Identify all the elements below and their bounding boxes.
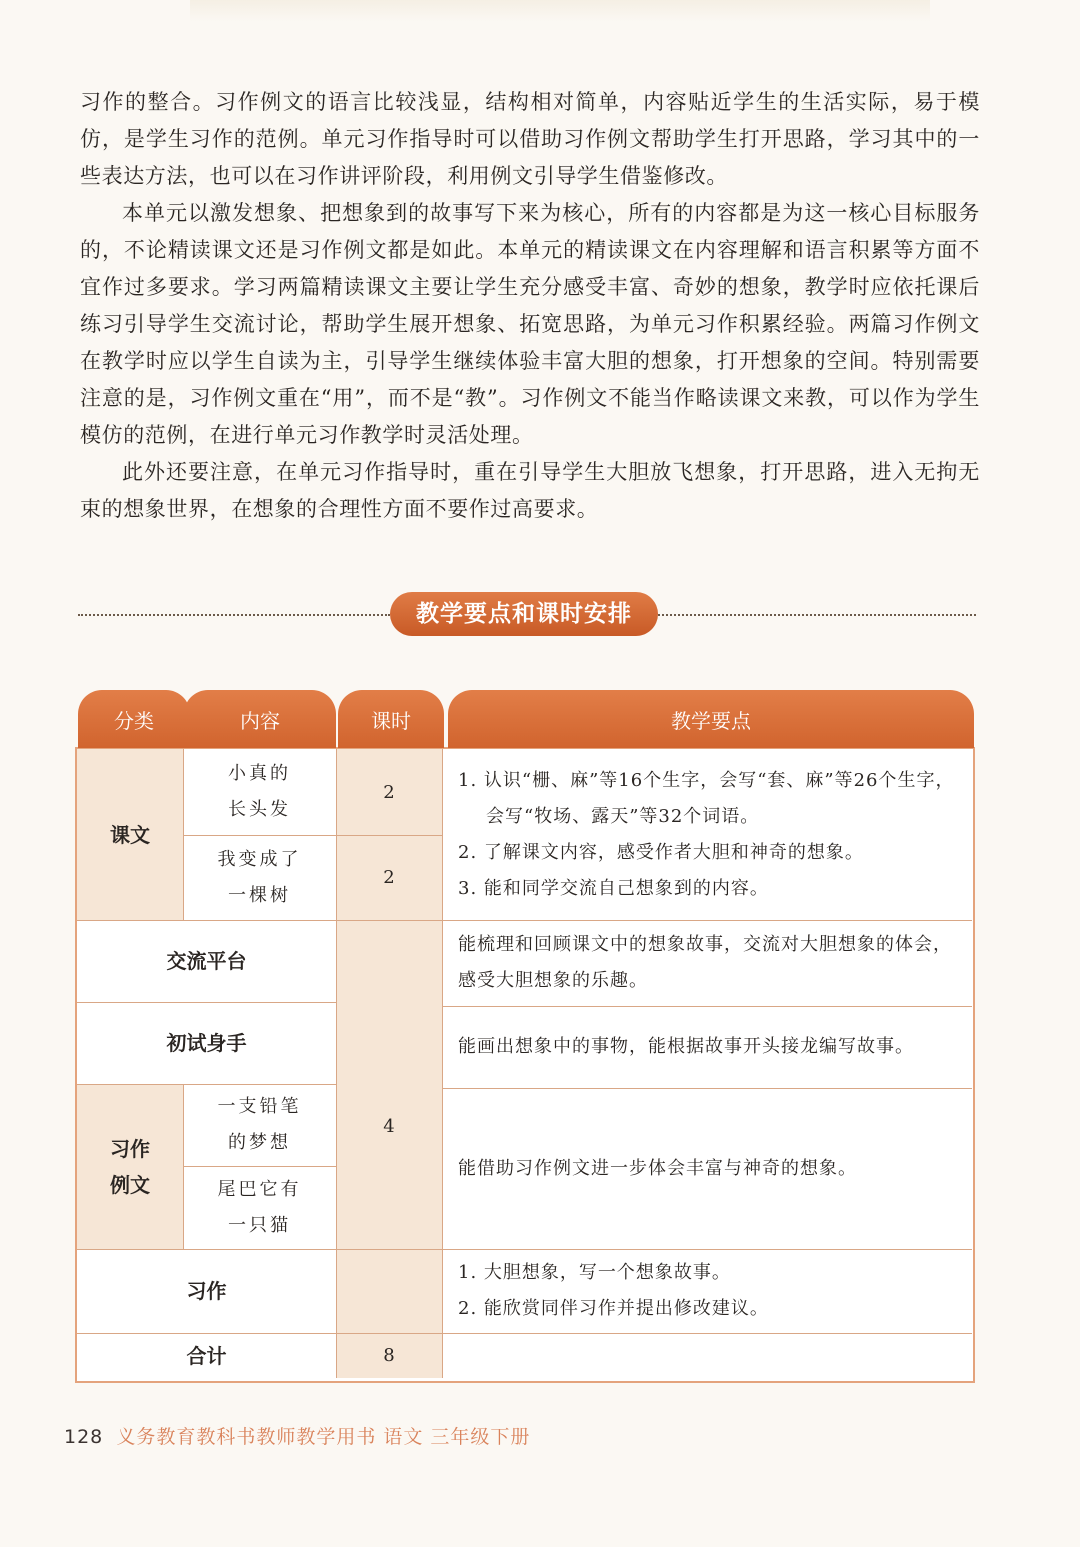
paragraph-2: 本单元以激发想象、把想象到的故事写下来为核心，所有的内容都是为这一核心目标服务的，不论精读课文还是习作例文都是如此。本单元的精读课文在内容理解和语言积累等方面不宜作过多要求。学习两篇精读课文主要让学生充分感受丰富、奇妙的想象，教学时应依托课后练习引导学生交流讨论，帮助学生展开想象、拓宽思路，为单元习作积累经验。两篇习作例文在教学时应以学生自读为主，引导学生继续体验丰富大胆的想象，打开想象的空间。特别需要注意的是，习作例文重在“用”，而不是“教”。习作例文不能当作略读课文来教，可以作为学生模仿的范例，在进行单元习作教学时灵活处理。 — [80, 201, 980, 447]
goal-item: 1. 认识“栅、麻”等16个生字，会写“套、麻”等26个生字，会写“牧场、露天”等32个词语。 — [458, 769, 955, 827]
category-kewen: 课文 — [110, 822, 150, 847]
example-title-line: 一只猫 — [228, 1214, 291, 1236]
body-text — [80, 84, 980, 528]
category-jiaoliu: 交流平台 — [166, 949, 247, 973]
category-xizuo: 习作 — [186, 1279, 227, 1303]
category-total: 合计 — [186, 1343, 227, 1368]
example-title-weiba — [183, 1166, 336, 1249]
page-number: 128 — [64, 1426, 104, 1448]
hours-shu: 2 — [383, 867, 395, 888]
category-lizuo — [77, 1084, 183, 1249]
header-hours: 课时 — [338, 690, 444, 748]
category-line: 例文 — [110, 1172, 150, 1197]
dotted-rule-right — [658, 614, 976, 616]
goal-lizuo — [444, 1088, 972, 1249]
column-line — [442, 749, 443, 1378]
paragraph-3: 此外还要注意，在单元习作指导时，重在引导学生大胆放飞想象，打开思路，进入无拘无束的想象世界，在想象的合理性方面不要作过高要求。 — [80, 460, 980, 521]
goal-item: 2. 了解课文内容，感受作者大胆和神奇的想象。 — [458, 841, 864, 863]
example-title-line: 尾巴它有 — [217, 1178, 302, 1200]
example-title-qianbi — [183, 1084, 336, 1166]
section-title: 教学要点和课时安排 — [390, 592, 658, 636]
goal-chushi — [444, 1006, 972, 1088]
lesson-title-xiaozhen — [183, 749, 336, 835]
goals-xizuo — [444, 1249, 972, 1333]
hours-shared: 4 — [383, 1116, 395, 1137]
goal-text: 能借助习作例文进一步体会丰富与神奇的想象。 — [458, 1157, 857, 1179]
goal-item: 3. 能和同学交流自己想象到的内容。 — [458, 877, 769, 899]
book-title: 义务教育教科书教师教学用书 语文 三年级下册 — [116, 1426, 531, 1448]
hours-xiaozhen: 2 — [383, 781, 395, 803]
paragraph-1: 习作的整合。习作例文的语言比较浅显，结构相对简单，内容贴近学生的生活实际，易于模仿，是学生习作的范例。单元习作指导时可以借助习作例文帮助学生打开思路，学习其中的一些表达方法，也可以在习作讲评阶段，利用例文引导学生借鉴修改。 — [80, 90, 980, 188]
header-goals: 教学要点 — [448, 690, 974, 748]
hours-total: 8 — [383, 1345, 395, 1366]
lesson-title-line: 长头发 — [228, 799, 291, 820]
header-content: 内容 — [184, 690, 336, 748]
example-title-line: 一支铅笔 — [217, 1096, 302, 1117]
lesson-title-line: 一棵树 — [228, 884, 291, 906]
lesson-title-line: 小真的 — [228, 763, 291, 784]
goal-item: 2. 能欣赏同伴习作并提出修改建议。 — [458, 1298, 769, 1319]
page-top-shadow — [190, 0, 930, 22]
goal-text: 能梳理和回顾课文中的想象故事，交流对大胆想象的体会，感受大胆想象的乐趣。 — [458, 934, 952, 991]
category-chushi: 初试身手 — [166, 1031, 247, 1055]
goal-jiaoliu — [444, 920, 972, 1006]
section-header — [78, 592, 978, 636]
goals-kewen — [444, 749, 972, 920]
dotted-rule-left — [78, 614, 390, 616]
category-line: 习作 — [110, 1136, 150, 1161]
goal-text: 能画出想象中的事物，能根据故事开头接龙编写故事。 — [458, 1036, 914, 1057]
header-category: 分类 — [78, 690, 190, 748]
lesson-title-line: 我变成了 — [217, 848, 302, 870]
lesson-plan-table — [72, 690, 976, 1388]
goal-item: 1. 大胆想象，写一个想象故事。 — [458, 1262, 731, 1283]
example-title-line: 的梦想 — [228, 1132, 291, 1153]
page-footer — [64, 1422, 764, 1452]
lesson-title-shu — [183, 835, 336, 920]
